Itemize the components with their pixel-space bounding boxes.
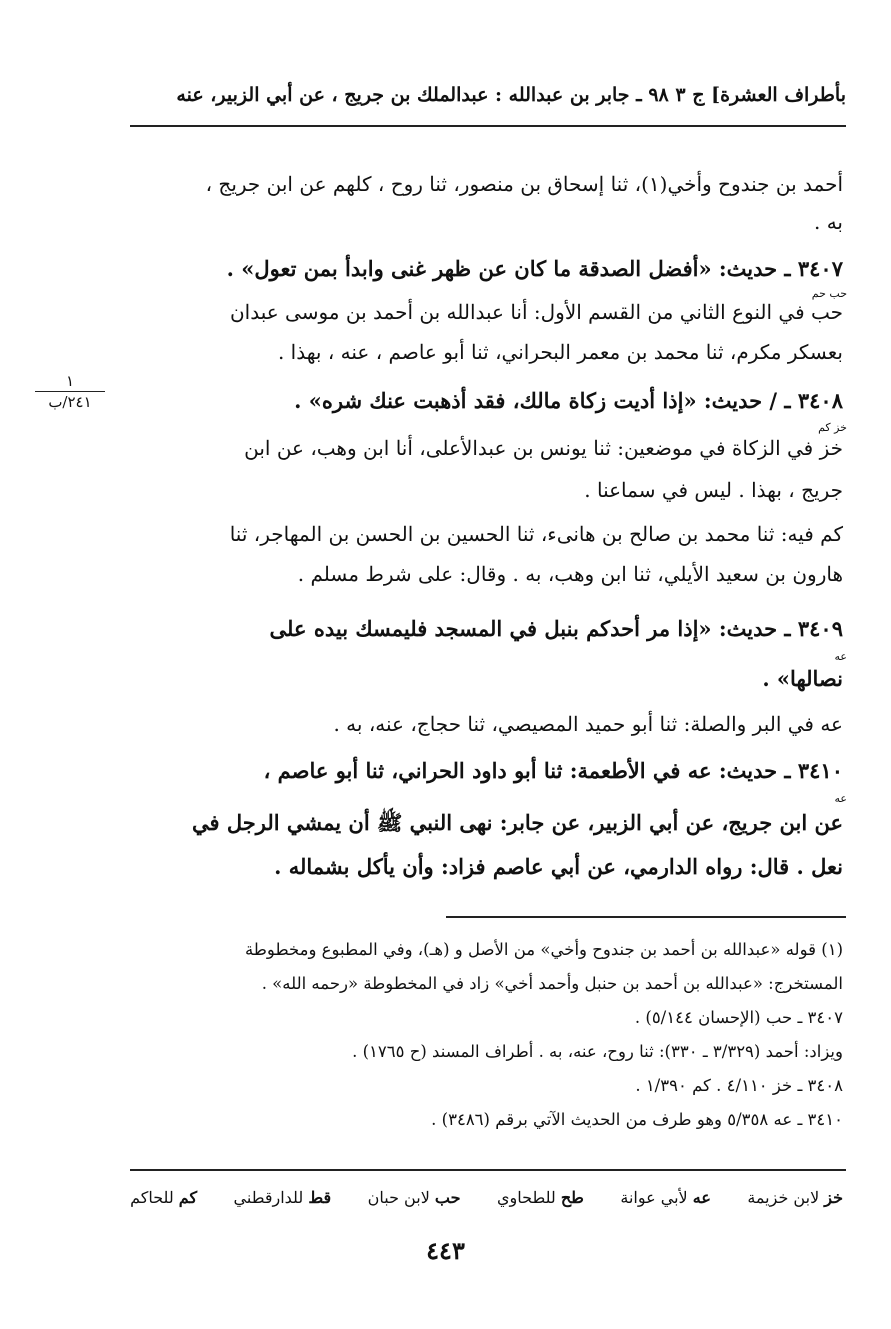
footnote-line: المستخرج: «عبدالله بن أحمد بن حنبل وأحمد أخي» زاد في المخطوطة «رحمه الله» . <box>261 974 843 993</box>
text-line: بعسكر مكرم، ثنا محمد بن معمر البحراني، ثنا أبو عاصم ، عنه ، بهذا . <box>277 340 843 364</box>
footnote-rule <box>446 916 846 918</box>
abbr-item: طح للطحاوي <box>496 1188 584 1207</box>
hadith-3407-heading: ٣٤٠٧ ـ حديث: «أفضل الصدقة ما كان عن ظهر غنى وابدأ بمن تعول» . <box>226 256 843 281</box>
abbr-item: كم للحاكم <box>130 1188 198 1207</box>
footnote-line: (١) قوله «عبدالله بن أحمد بن جندوح وأخي» من الأصل و (هـ)، وفي المطبوع ومخطوطة <box>244 940 843 959</box>
text-line: أحمد بن جندوح وأخي(١)، ثنا إسحاق بن منصور، ثنا روح ، كلهم عن ابن جريج ، <box>205 172 843 196</box>
siglum-3410: عه <box>834 792 847 805</box>
text-line: حب في النوع الثاني من القسم الأول: أنا عبدالله بن أحمد بن موسى عبدان <box>229 300 843 324</box>
hadith-3409-heading: ٣٤٠٩ ـ حديث: «إذا مر أحدكم بنبل في المسجد فليمسك بيده على <box>269 616 843 641</box>
text-line: هارون بن سعيد الأيلي، ثنا ابن وهب، به . وقال: على شرط مسلم . <box>297 562 843 586</box>
folio-separator <box>35 391 105 392</box>
abbr-item: قط للدارقطني <box>233 1188 332 1207</box>
hadith-3410-text: عن ابن جريج، عن أبي الزبير، عن جابر: نهى النبي ﷺ أن يمشي الرجل في <box>192 810 843 835</box>
siglum-3407: حب حم <box>811 287 847 300</box>
siglum-3408: خز كم <box>818 421 847 434</box>
abbr-item: عه لأبي عوانة <box>620 1188 711 1207</box>
abbr-item: حب لابن حبان <box>367 1188 461 1207</box>
hadith-3409-heading-cont: نصالها» . <box>762 666 843 691</box>
text-line: عه في البر والصلة: ثنا أبو حميد المصيصي، ثنا حجاج، عنه، به . <box>333 712 843 736</box>
hadith-3410-text: نعل . قال: رواه الدارمي، عن أبي عاصم فزاد: وأن يأكل بشماله . <box>274 854 843 879</box>
page-number: ٤٤٣ <box>426 1236 465 1265</box>
hadith-3410-heading: ٣٤١٠ ـ حديث: عه في الأطعمة: ثنا أبو داود الحراني، ثنا أبو عاصم ، <box>263 758 843 783</box>
abbreviation-key <box>130 1188 843 1207</box>
text-line: جريج ، بهذا . ليس في سماعنا . <box>584 478 843 502</box>
manuscript-folio-note <box>30 372 110 411</box>
footnote-line: ٣٤١٠ ـ عه ٥/٣٥٨ وهو طرف من الحديث الآتي برقم (٣٤٨٦) . <box>431 1110 843 1129</box>
folio-number: ١ <box>65 372 75 390</box>
hadith-3408-heading: ٣٤٠٨ ـ / حديث: «إذا أديت زكاة مالك، فقد أذهبت عنك شره» . <box>294 388 843 413</box>
footer-rule <box>130 1169 846 1171</box>
folio-ref: ٢٤١/ب <box>48 393 92 411</box>
footnote-line: ٣٤٠٧ ـ حب (الإحسان ٥/١٤٤) . <box>634 1008 843 1027</box>
header-rule <box>130 125 846 127</box>
siglum-3409: عه <box>834 650 847 663</box>
footnote-line: ويزاد: أحمد (٣/٣٢٩ ـ ٣٣٠): ثنا روح، عنه، به . أطراف المسند (ح ١٧٦٥) . <box>352 1042 843 1061</box>
footnote-line: ٣٤٠٨ ـ خز ٤/١١٠ . كم ١/٣٩٠ . <box>635 1076 843 1095</box>
running-header: بأطراف العشرة] ج ٣ ٩٨ ـ جابر بن عبدالله : عبدالملك بن جريج ، عن أبي الزبير، عنه <box>176 84 846 106</box>
text-line: كم فيه: ثنا محمد بن صالح بن هانىء، ثنا الحسين بن الحسن بن المهاجر، ثنا <box>229 522 843 546</box>
abbr-item: خز لابن خزيمة <box>747 1188 843 1207</box>
text-line: به . <box>813 210 843 234</box>
text-line: خز في الزكاة في موضعين: ثنا يونس بن عبدالأعلى، أنا ابن وهب، عن ابن <box>244 436 843 460</box>
